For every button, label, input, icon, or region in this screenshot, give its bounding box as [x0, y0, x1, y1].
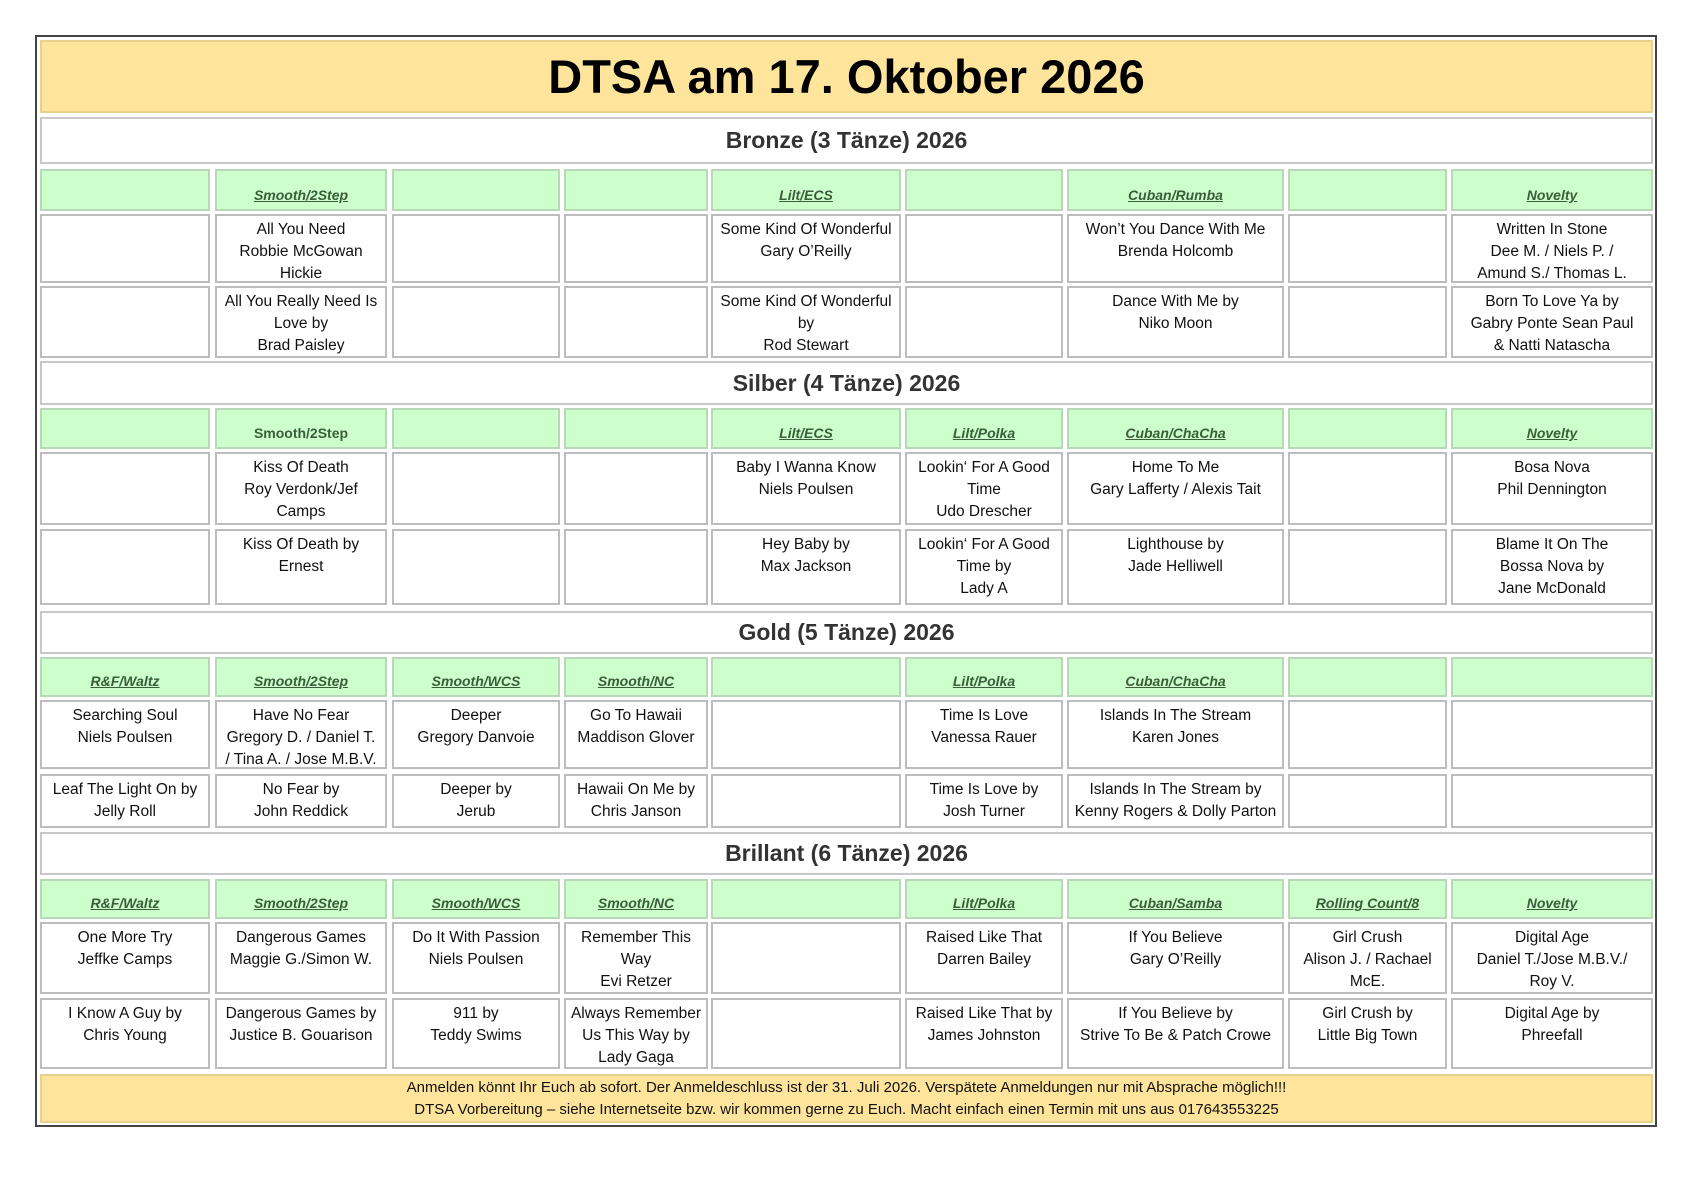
dance-step-cell: Have No Fear Gregory D. / Daniel T. / Tina A. / Jose M.B.V.	[215, 700, 387, 769]
dance-step-cell: Searching Soul Niels Poulsen	[40, 700, 210, 769]
dance-header	[711, 408, 901, 449]
dance-music-cell: Dance With Me by Niko Moon	[1067, 286, 1284, 358]
dance-header-label: Smooth/WCS	[431, 673, 521, 689]
dance-step-cell: All You Need Robbie McGowan Hickie	[215, 214, 387, 283]
dance-step-cell	[1451, 700, 1653, 769]
dance-music-cell	[711, 774, 901, 828]
section-heading: Gold (5 Tänze) 2026	[40, 611, 1653, 654]
dance-header	[215, 879, 387, 919]
dance-music-cell: Blame It On The Bossa Nova by Jane McDonald	[1451, 529, 1653, 605]
dance-music-cell: I Know A Guy by Chris Young	[40, 998, 210, 1069]
dance-music-cell: Time Is Love by Josh Turner	[905, 774, 1063, 828]
dance-music-cell	[1288, 774, 1447, 828]
dance-step-cell	[1288, 214, 1447, 283]
dance-music-cell: Deeper by Jerub	[392, 774, 560, 828]
dance-step-cell: One More Try Jeffke Camps	[40, 922, 210, 994]
dance-header	[1067, 879, 1284, 919]
dance-header-label: R&F/Waltz	[90, 895, 160, 911]
dance-header	[40, 879, 210, 919]
dance-music-cell	[564, 529, 708, 605]
dance-header	[905, 657, 1063, 697]
dance-header	[1288, 408, 1447, 449]
footer-note	[40, 1074, 1653, 1123]
dance-music-cell: No Fear by John Reddick	[215, 774, 387, 828]
dance-header	[564, 408, 708, 449]
dance-music-cell	[40, 286, 210, 358]
dance-step-cell: Girl Crush Alison J. / Rachael McE.	[1288, 922, 1447, 994]
dance-step-cell: Some Kind Of Wonderful Gary O’Reilly	[711, 214, 901, 283]
dance-header-label: Lilt/ECS	[779, 187, 833, 203]
dance-step-cell: Won’t You Dance With Me Brenda Holcomb	[1067, 214, 1284, 283]
dance-step-cell	[564, 452, 708, 525]
dance-step-cell: Time Is Love Vanessa Rauer	[905, 700, 1063, 769]
dance-step-cell: Kiss Of Death Roy Verdonk/Jef Camps	[215, 452, 387, 525]
dance-music-cell	[564, 286, 708, 358]
dance-music-cell: Born To Love Ya by Gabry Ponte Sean Paul & Natti Natascha	[1451, 286, 1653, 358]
dance-header	[392, 657, 560, 697]
dance-step-cell: Baby I Wanna Know Niels Poulsen	[711, 452, 901, 525]
dance-music-cell	[711, 998, 901, 1069]
dance-header	[711, 879, 901, 919]
dance-header	[1288, 879, 1447, 919]
dance-step-cell	[905, 214, 1063, 283]
dance-header	[392, 169, 560, 211]
dance-header-label: R&F/Waltz	[90, 673, 160, 689]
dance-header	[40, 408, 210, 449]
dance-music-cell	[392, 286, 560, 358]
dance-header	[40, 169, 210, 211]
dance-header-label: Novelty	[1526, 187, 1578, 203]
dance-music-cell: Some Kind Of Wonderful by Rod Stewart	[711, 286, 901, 358]
dance-header	[1451, 169, 1653, 211]
dance-header	[1451, 879, 1653, 919]
dance-music-cell: Girl Crush by Little Big Town	[1288, 998, 1447, 1069]
dance-header-label: Lilt/Polka	[952, 895, 1016, 911]
dance-step-cell	[1288, 700, 1447, 769]
dance-music-cell: Digital Age by Phreefall	[1451, 998, 1653, 1069]
page-title: DTSA am 17. Oktober 2026	[40, 40, 1653, 113]
dance-header	[392, 879, 560, 919]
dance-step-cell: Home To Me Gary Lafferty / Alexis Tait	[1067, 452, 1284, 525]
dance-music-cell	[1288, 529, 1447, 605]
dance-music-cell: Hey Baby by Max Jackson	[711, 529, 901, 605]
section-heading: Brillant (6 Tänze) 2026	[40, 832, 1653, 875]
dance-step-cell: Islands In The Stream Karen Jones	[1067, 700, 1284, 769]
dance-header-label: Smooth/2Step	[253, 425, 349, 441]
dance-header-label: Cuban/ChaCha	[1125, 425, 1226, 441]
section-heading: Silber (4 Tänze) 2026	[40, 361, 1653, 405]
dance-music-cell	[40, 529, 210, 605]
dance-header	[1067, 169, 1284, 211]
dance-step-cell: Deeper Gregory Danvoie	[392, 700, 560, 769]
section-heading: Bronze (3 Tänze) 2026	[40, 117, 1653, 164]
dance-step-cell	[564, 214, 708, 283]
dance-step-cell: Do It With Passion Niels Poulsen	[392, 922, 560, 994]
dance-header	[1451, 408, 1653, 449]
dance-step-cell: Dangerous Games Maggie G./Simon W.	[215, 922, 387, 994]
dance-step-cell: Go To Hawaii Maddison Glover	[564, 700, 708, 769]
dance-music-cell: Lighthouse by Jade Helliwell	[1067, 529, 1284, 605]
dance-music-cell: Kiss Of Death by Ernest	[215, 529, 387, 605]
dance-step-cell: Bosa Nova Phil Dennington	[1451, 452, 1653, 525]
dance-music-cell	[392, 529, 560, 605]
dance-header-label: Lilt/Polka	[952, 673, 1016, 689]
dance-header-label: Cuban/ChaCha	[1125, 673, 1226, 689]
dance-header-label: Cuban/Samba	[1128, 895, 1223, 911]
dance-music-cell: Always Remember Us This Way by Lady Gaga	[564, 998, 708, 1069]
dance-music-cell: Islands In The Stream by Kenny Rogers & Dolly Parton	[1067, 774, 1284, 828]
dance-header	[1067, 657, 1284, 697]
dance-step-cell: Remember This Way Evi Retzer	[564, 922, 708, 994]
dance-step-cell	[1288, 452, 1447, 525]
dance-music-cell	[905, 286, 1063, 358]
dance-music-cell: Hawaii On Me by Chris Janson	[564, 774, 708, 828]
dance-header	[1451, 657, 1653, 697]
dance-step-cell: Lookin‘ For A Good Time Udo Drescher	[905, 452, 1063, 525]
dance-step-cell: Digital Age Daniel T./Jose M.B.V./ Roy V.	[1451, 922, 1653, 994]
dance-header	[905, 879, 1063, 919]
dance-step-cell: Raised Like That Darren Bailey	[905, 922, 1063, 994]
dance-step-cell	[711, 700, 901, 769]
dance-header-label: Smooth/2Step	[253, 895, 349, 911]
dance-header	[711, 169, 901, 211]
dance-header-label: Smooth/NC	[597, 895, 675, 911]
dance-header	[1067, 408, 1284, 449]
dance-header-label: Novelty	[1526, 425, 1578, 441]
dance-header-label: Lilt/ECS	[779, 425, 833, 441]
dance-header	[1288, 657, 1447, 697]
dance-header-label: Lilt/Polka	[952, 425, 1016, 441]
dance-header-label: Novelty	[1526, 895, 1578, 911]
dance-step-cell	[711, 922, 901, 994]
dance-header	[1288, 169, 1447, 211]
dance-music-cell: Raised Like That by James Johnston	[905, 998, 1063, 1069]
dance-header	[564, 879, 708, 919]
dance-music-cell: Leaf The Light On by Jelly Roll	[40, 774, 210, 828]
dance-step-cell: Written In Stone Dee M. / Niels P. / Amund S./ Thomas L.	[1451, 214, 1653, 283]
dance-step-cell: If You Believe Gary O’Reilly	[1067, 922, 1284, 994]
dance-header	[905, 408, 1063, 449]
dance-header-label: Smooth/NC	[597, 673, 675, 689]
dance-step-cell	[40, 452, 210, 525]
dance-header-label: Smooth/2Step	[253, 187, 349, 203]
dance-music-cell: All You Really Need Is Love by Brad Paisley	[215, 286, 387, 358]
dance-header-label: Cuban/Rumba	[1128, 187, 1223, 203]
dance-header	[711, 657, 901, 697]
dance-header	[215, 657, 387, 697]
dance-step-cell	[40, 214, 210, 283]
footer-line-2: DTSA Vorbereitung – siehe Internetseite bzw. wir kommen gerne zu Euch. Macht einfach einen Termin mit uns aus 017643553225	[414, 1101, 1279, 1118]
dance-header	[564, 169, 708, 211]
dance-header	[905, 169, 1063, 211]
dance-header-label: Smooth/2Step	[253, 673, 349, 689]
dance-header	[564, 657, 708, 697]
footer-line-1: Anmelden könnt Ihr Euch ab sofort. Der Anmeldeschluss ist der 31. Juli 2026. Verspätete Anmeldungen nur mit Absprache möglich!!!	[406, 1079, 1287, 1096]
dance-header-label: Smooth/WCS	[431, 895, 521, 911]
dance-header	[215, 408, 387, 449]
dance-header	[392, 408, 560, 449]
dance-step-cell	[392, 452, 560, 525]
dance-music-cell: If You Believe by Strive To Be & Patch Crowe	[1067, 998, 1284, 1069]
dance-music-cell: Dangerous Games by Justice B. Gouarison	[215, 998, 387, 1069]
dance-step-cell	[392, 214, 560, 283]
dance-header-label: Rolling Count/8	[1315, 895, 1420, 911]
dance-music-cell: 911 by Teddy Swims	[392, 998, 560, 1069]
dance-music-cell	[1288, 286, 1447, 358]
dance-header	[40, 657, 210, 697]
dance-music-cell: Lookin‘ For A Good Time by Lady A	[905, 529, 1063, 605]
dance-music-cell	[1451, 774, 1653, 828]
dance-header	[215, 169, 387, 211]
